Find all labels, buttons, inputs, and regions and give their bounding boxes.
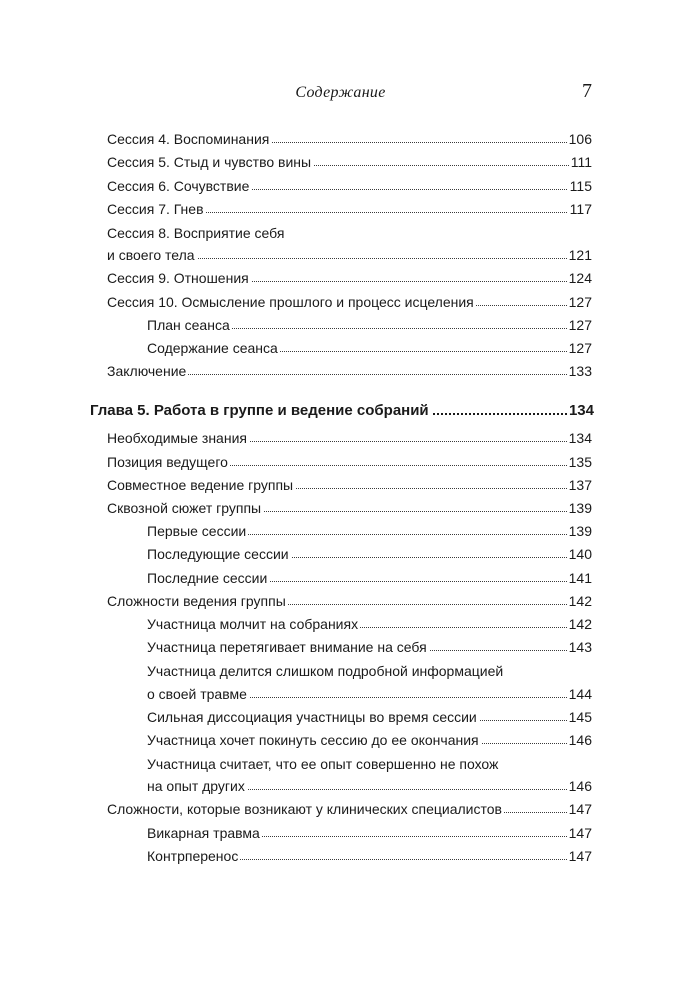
toc-entry-page-number: 106 <box>568 131 592 148</box>
toc-entry-label: Необходимые знания <box>107 430 247 447</box>
toc-entry-label: Сессия 6. Сочувствие <box>107 177 250 194</box>
toc-entry-page-number: 142 <box>568 592 592 609</box>
toc-entry-page-number: 146 <box>568 778 592 795</box>
toc-section-entry[interactable] <box>0 590 681 613</box>
toc-entry-page-number: 146 <box>568 731 592 748</box>
chapter-spacer <box>0 383 681 400</box>
toc-entry-page-number: 143 <box>568 639 592 656</box>
toc-entry-label: Участница перетягивает внимание на себя <box>147 639 427 656</box>
toc-section-entry[interactable] <box>0 198 681 221</box>
toc-entry-page-number: 133 <box>568 363 592 380</box>
toc-entry-label: Совместное ведение группы <box>107 476 294 493</box>
toc-entry-page-number: 135 <box>568 453 592 470</box>
toc-subsection-entry[interactable] <box>0 752 681 798</box>
toc-entry-label: Сессия 5. Стыд и чувство вины <box>107 154 312 171</box>
toc-entry-page-number: 147 <box>568 847 592 864</box>
toc-entry-label: Контрперенос <box>147 847 239 864</box>
toc-entry-page-number: 147 <box>568 824 592 841</box>
toc-subsection-entry[interactable] <box>0 520 681 543</box>
toc-subsection-entry[interactable] <box>0 543 681 566</box>
toc-entry-page-number: 141 <box>568 569 592 586</box>
toc-entry-page-number: 139 <box>568 500 592 517</box>
page-number: 7 <box>582 80 592 102</box>
running-header-title: Содержание <box>295 84 386 101</box>
toc-entry-label: Участница хочет покинуть сессию до ее окончания <box>147 731 479 748</box>
toc-entry-label-line-1: Участница делится слишком подробной информацией <box>147 663 504 680</box>
toc-subsection-entry[interactable] <box>0 706 681 729</box>
toc-entry-label: Сессия 4. Воспоминания <box>107 131 270 148</box>
toc-section-entry[interactable] <box>0 128 681 151</box>
toc-entry-label: Сложности, которые возникают у клинических специалистов <box>107 801 502 818</box>
toc-section-entry[interactable] <box>0 427 681 450</box>
toc-section-entry[interactable] <box>0 151 681 174</box>
toc-subsection-entry[interactable] <box>0 729 681 752</box>
toc-entry-label: Последующие сессии <box>147 546 289 563</box>
toc-entry-label: План сеанса <box>147 316 230 333</box>
toc-subsection-entry[interactable] <box>0 613 681 636</box>
toc-entry-page-number: 117 <box>569 200 592 217</box>
toc-entry-label-line-2: о своей травме <box>147 685 247 702</box>
toc-entry-label: Первые сессии <box>147 523 247 540</box>
toc-entry-label: Сложности ведения группы <box>107 592 286 609</box>
toc-entry-label-line-2: и своего тела <box>107 247 195 264</box>
toc-subsection-entry[interactable] <box>0 821 681 844</box>
toc-entry-page-number: 134 <box>568 402 594 420</box>
toc-chapter-entry[interactable] <box>0 400 681 423</box>
toc-section-entry[interactable] <box>0 290 681 313</box>
toc-subsection-entry[interactable] <box>0 659 681 705</box>
toc-entry-page-number: 115 <box>569 177 592 194</box>
toc-entry-page-number: 145 <box>568 708 592 725</box>
toc-entry-label-line-2: на опыт других <box>147 778 245 795</box>
table-of-contents <box>0 128 681 868</box>
toc-subsection-entry[interactable] <box>0 314 681 337</box>
toc-entry-page-number: 124 <box>568 270 592 287</box>
toc-subsection-entry[interactable] <box>0 337 681 360</box>
toc-entry-label: Сквозной сюжет группы <box>107 500 262 517</box>
toc-entry-page-number: 142 <box>568 615 592 632</box>
toc-entry-page-number: 111 <box>570 154 592 171</box>
toc-entry-page-number: 140 <box>568 546 592 563</box>
toc-entry-label: Сессия 7. Гнев <box>107 200 204 217</box>
toc-entry-label: Заключение <box>107 363 187 380</box>
toc-entry-label: Сессия 10. Осмысление прошлого и процесс исцеления <box>107 293 474 310</box>
toc-section-entry[interactable] <box>0 474 681 497</box>
toc-section-entry[interactable] <box>0 798 681 821</box>
toc-entry-label: Позиция ведущего <box>107 453 228 470</box>
toc-entry-page-number: 121 <box>568 247 592 264</box>
toc-entry-page-number: 137 <box>568 476 592 493</box>
toc-entry-label: Участница молчит на собраниях <box>147 615 359 632</box>
toc-section-entry[interactable] <box>0 267 681 290</box>
toc-entry-page-number: 134 <box>568 430 592 447</box>
toc-section-entry[interactable] <box>0 174 681 197</box>
toc-subsection-entry[interactable] <box>0 566 681 589</box>
toc-subsection-entry[interactable] <box>0 636 681 659</box>
toc-entry-label: Сессия 9. Отношения <box>107 270 249 287</box>
toc-entry-page-number: 127 <box>568 293 592 310</box>
toc-section-entry[interactable] <box>0 221 681 267</box>
toc-entry-label: Глава 5. Работа в группе и ведение собраний <box>90 402 429 420</box>
toc-entry-label-line-1: Сессия 8. Восприятие себя <box>107 224 285 241</box>
toc-subsection-entry[interactable] <box>0 845 681 868</box>
toc-entry-label: Сильная диссоциация участницы во время сессии <box>147 708 477 725</box>
toc-entry-page-number: 144 <box>568 685 592 702</box>
toc-entry-page-number: 139 <box>568 523 592 540</box>
toc-entry-page-number: 127 <box>568 339 592 356</box>
toc-section-entry[interactable] <box>0 497 681 520</box>
toc-entry-page-number: 147 <box>568 801 592 818</box>
toc-section-entry[interactable] <box>0 360 681 383</box>
toc-entry-label: Содержание сеанса <box>147 339 278 356</box>
toc-section-entry[interactable] <box>0 450 681 473</box>
toc-entry-label: Последние сессии <box>147 569 268 586</box>
toc-entry-label: Викарная травма <box>147 824 260 841</box>
toc-entry-label-line-1: Участница считает, что ее опыт совершенно не похож <box>147 755 499 772</box>
toc-entry-page-number: 127 <box>568 316 592 333</box>
